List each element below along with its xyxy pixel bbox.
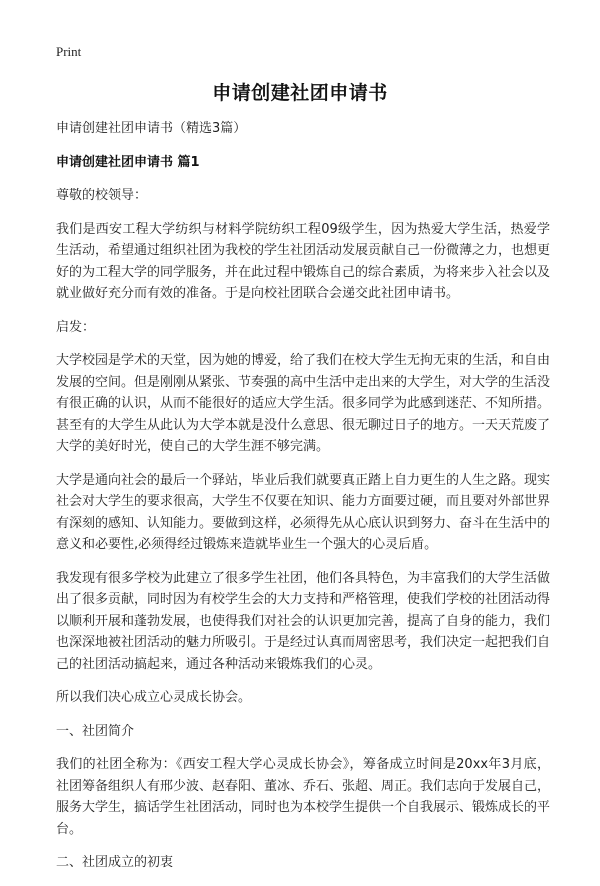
section-heading: 申请创建社团申请书 篇1 [56, 154, 200, 170]
document-title: 申请创建社团申请书 [212, 82, 388, 104]
paragraph: 我们是西安工程大学纺织与材料学院纺织工程09级学生，因为热爱大学生活，热爱学生活动，希望通过组织社团为我校的学生社团活动发展贡献自己一份微薄之力，也想更好的为工程大学的同学服务，并在此过程中锻炼自己的综合素质，为将来步入社会以及就业做好充分而有效的准备。于是向校社团联合会递交此社团申请书。 [56, 221, 551, 301]
salutation: 尊敬的校领导： [56, 188, 148, 203]
subsection-heading: 二、社团成立的初衷 [56, 855, 174, 870]
document-body [56, 118, 550, 886]
paragraph-label: 启发： [56, 319, 96, 335]
paragraph: 大学是通向社会的最后一个驿站，毕业后我们就要真正踏上自力更生的人生之路。现实社会对大学生的要求很高，大学生不仅要在知识、能力方面要过硬，而且要对外部世界有深刻的感知、认知能力。要做到这样，必须得先从心底认识到努力、奋斗在生活中的意义和必要性,必须得经过锻炼来造就毕业生一个强大的心灵后盾。 [56, 472, 551, 552]
paragraph: 我发现有很多学校为此建立了很多学生社团，他们各具特色，为丰富我们的大学生活做出了很多贡献，同时因为有校学生会的大力支持和严格管理，使我们学校的社团活动得以顺利开展和蓬勃发展，也使得我们对社会的认识更加完善，提高了自身的能力，我们也深深地被社团活动的魅力所吸引。于是经过认真而周密思考，我们决定一起把我们自己的社团活动搞起来，通过各种活动来锻炼我们的心灵。 [56, 570, 551, 672]
subsection-heading: 一、社团简介 [56, 723, 135, 739]
document-subtitle: 申请创建社团申请书（精选3篇） [56, 121, 247, 136]
paragraph: 我们的社团全称为：《西安工程大学心灵成长协会》，筹备成立时间是20xx年3月底，社团筹备组织人有邢少波、赵春阳、董冰、乔石、张超、周正。我们志向于发展自己，服务大学生，搞话学生社团活动，同时也为本校学生提供一个自我展示、锻炼成长的平台。 [56, 757, 551, 837]
paragraph: 所以我们决心成立心灵成长协会。 [56, 690, 252, 705]
print-link[interactable]: Print [56, 44, 82, 59]
paragraph: 大学校园是学术的天堂，因为她的博爱，给了我们在校大学生无拘无束的生活，和自由发展的空间。但是刚刚从紧张、节奏强的高中生活中走出来的大学生，对大学的生活没有很正确的认识，从而不能很好的适应大学生活。很多同学为此感到迷茫、不知所措。甚至有的大学生从此认为大学本就是没什么意思、很无聊过日子的地方。一天天荒废了大学的美好时光，使自己的大学生涯不够完满。 [56, 353, 551, 454]
